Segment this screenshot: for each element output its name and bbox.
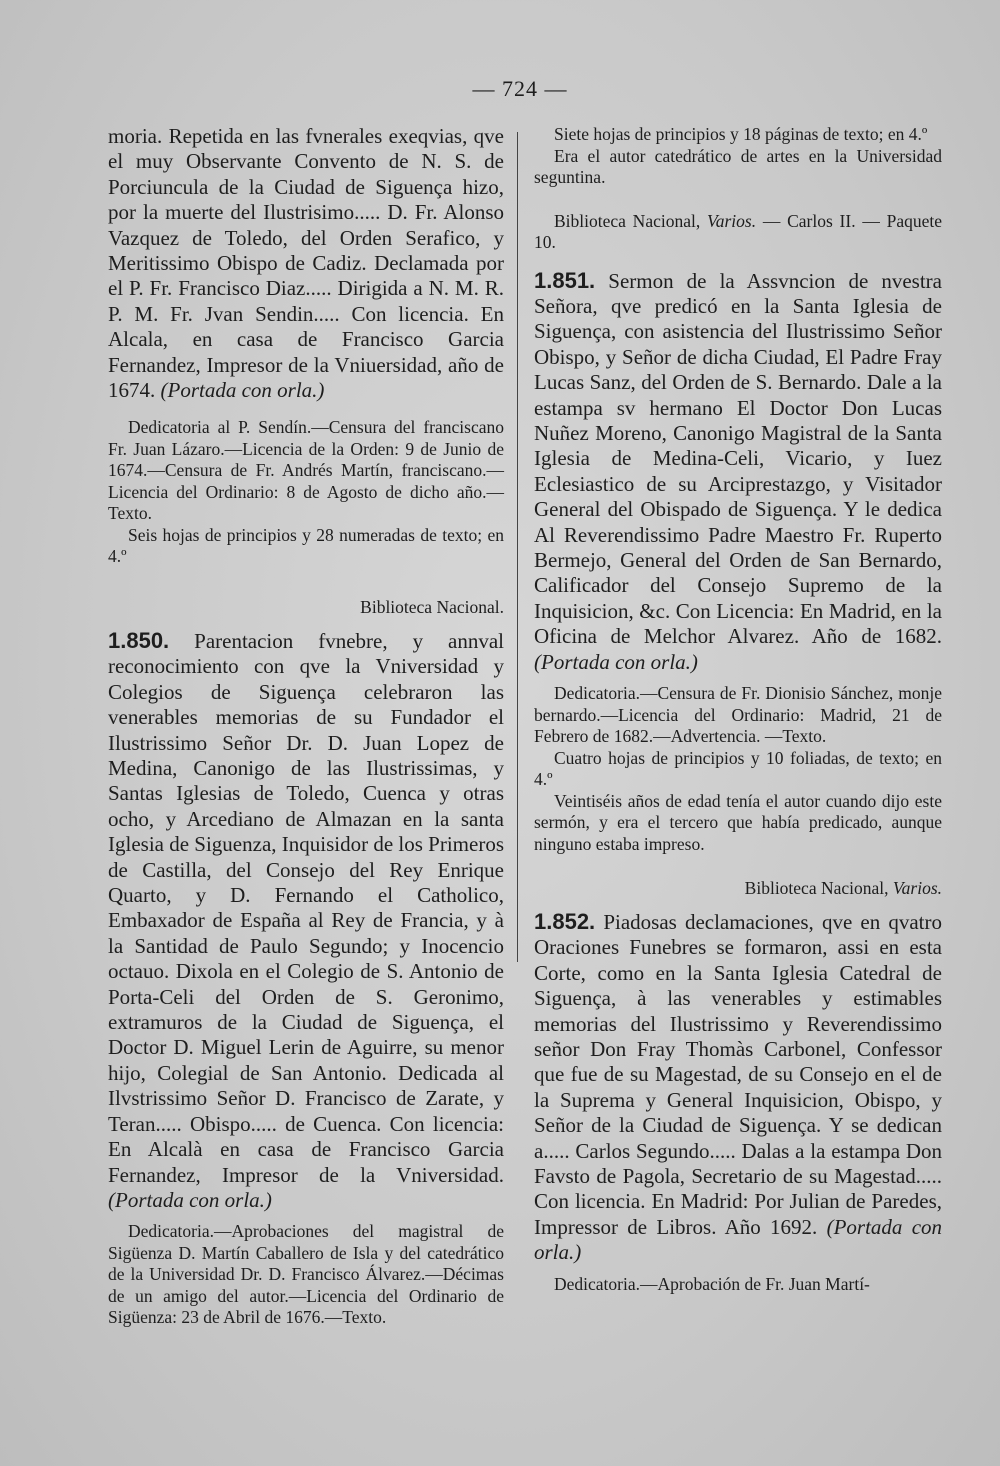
library-location: Biblioteca Nacional. xyxy=(360,596,504,617)
continued-entry-extent: Siete hojas de principios y 18 páginas de texto; en 4.º xyxy=(554,124,928,144)
continued-entry-text xyxy=(108,124,504,403)
entry-notes: Dedicatoria.—Aprobaciones del magistral de Sigüenza D. Martín Caballero de Isla y del catedrático de la Universidad Dr. D. Francisco Álvarez.—Décimas de un amigo del autor.—Licencia del Ordinario de Sigüenza: 23 de Abril de 1676.—Texto. xyxy=(108,1221,504,1328)
entry-comment: Veintiséis años de edad tenía el autor cuando dijo este sermón, y era el tercero que había predicado, aunque ninguno estaba impreso. xyxy=(534,790,942,854)
entry-notes: Dedicatoria.—Censura de Fr. Dionisio Sánchez, monje bernardo.—Licencia del Ordinario: Madrid, 21 de Febrero de 1682.—Advertencia. —Texto. xyxy=(534,683,942,746)
continued-entry-notes: Dedicatoria al P. Sendín.—Censura del franciscano Fr. Juan Lázaro.—Licencia de la Orden: 9 de Junio de 1674.—Censura de Fr. Andrés Martín, franciscano.—Licencia del Ordinario: 8 de Agosto de dicho año.—Texto. xyxy=(108,417,504,524)
entry-number: 1.850. xyxy=(108,627,170,653)
library-name: Biblioteca Nacional, xyxy=(744,878,889,898)
entry-extent: Cuatro hojas de principios y 10 foliadas, de texto; en 4.º xyxy=(534,747,942,789)
entry-number: 1.851. xyxy=(534,267,596,293)
page-number: — 724 — xyxy=(472,76,568,101)
portada-note: (Portada con orla.) xyxy=(534,649,698,674)
entry-text: Piadosas declamaciones, qve en qvatro Oraciones Funebres se formaron, assi en esta Corte, como en la Santa Iglesia Catedral de Siguença, à las venerables y estimables memorias del Ilustrissimo y Reverendissimo señor Don Fray Thomàs Carbonel, Confessor que fue de su Magestad, de su Consejo en el de la Suprema y General Inquisicion, Obispo, y Señor de la Ciudad de Siguença. Y se dedican a..... Carlos Segundo..... Dalas a la estampa Don Favsto de Pagola, Secretario de su Magestad..... Con licencia. En Madrid: Por Julian de Paredes, Impressor de Libros. Año 1692. xyxy=(534,910,943,1239)
entry-number: 1.852. xyxy=(534,909,596,934)
library-collection: Varios. xyxy=(706,210,757,231)
library-location xyxy=(534,877,942,899)
library-shelf: — Carlos II. — Paquete 10. xyxy=(534,210,943,252)
entry-1851 xyxy=(534,268,942,676)
library-location xyxy=(534,211,942,254)
library-name: Biblioteca Nacional, xyxy=(554,210,701,231)
portada-note: (Portada con orla.) xyxy=(108,1187,272,1212)
continued-entry-extent: Seis hojas de principios y 28 numeradas de texto; en 4.º xyxy=(108,524,504,567)
left-column xyxy=(108,124,504,1329)
entry-text: Parentacion fvnebre, y annval reconocimiento con qve la Vniversidad y Colegios de Siguença celebraron las venerables memorias de su Fundador el Ilustrissimo Señor Dr. D. Juan Lopez de Medina, Canonigo de las Ilustrissimas, y Santas Iglesias de Toledo, Cuenca y otras ocho, y Arcediano de Almazan en la santa Iglesia de Siguenza, Inquisidor de los Primeros de Castilla, del Consejo del Rey Enrique Quarto, y D. Fernando el Catholico, Embaxador de España al Rey de Francia, y à la Santidad de Paulo Segundo; y Inocencio octauo. Dixola en el Colegio de S. Antonio de Porta-Celi del Orden de S. Geronimo, extramuros de la Ciudad de Siguença, el Doctor D. Miguel Lerin de Aguirre, su menor hijo, Colegial de San Antonio. Dedicada al Ilvstrissimo Señor D. Francisco de Zarate, y Teran..... Obispo..... de Cuenca. Con licencia: En Alcalà en casa de Francisco Garcia Fernandez, Impresor de la Vniversidad. xyxy=(108,628,505,1187)
continued-entry-note: Era el autor catedrático de artes en la Universidad seguntina. xyxy=(534,145,942,187)
right-column xyxy=(534,124,942,1295)
entry-text: Sermon de la Assvncion de nvestra Señora, qve predicó en la Santa Iglesia de Siguença, con asistencia del Ilustrissimo Señor Obispo, y Señor de dicha Ciudad, El Padre Fray Lucas Sanz, del Orden de S. Bernardo. Dale a la estampa sv hermano El Doctor Don Lucas Nuñez Moreno, Canonigo Magistral de la Santa Iglesia de Medina-Celi, Vicario, y Iuez Eclesiastico de su Arciprestazgo, y Visitador General del Obispado de Siguença. Y le dedica Al Reverendissimo Padre Maestro Fr. Ruperto Bermejo, General del Orden de San Bernardo, Calificador del Consejo Supremo de la Inquisicion, &c. Con Licencia: En Madrid, en la Oficina de Melchor Alvarez. Año de 1682. xyxy=(534,268,942,649)
continued-entry-body: moria. Repetida en las fvnerales exeqvias, qve el muy Observante Convento de N. S. de Porciuncula de la Ciudad de Siguença hizo, por la muerte del Ilustrisimo..... D. Fr. Alonso Vazquez de Toledo, del Orden Serafico, y Meritissimo Obispo de Cadiz. Declamada por el P. Fr. Francisco Diaz..... Dirigida a N. M. R. P. M. Fr. Jvan Sendin..... Con licencia. En Alcala, en casa de Francisco Garcia Fernandez, Impresor de la Vniuersidad, año de 1674. xyxy=(108,124,504,403)
column-divider xyxy=(517,132,518,962)
library-collection: Varios. xyxy=(892,878,942,898)
entry-1850 xyxy=(108,628,504,1213)
entry-notes: Dedicatoria.—Aprobación de Fr. Juan Martí- xyxy=(554,1273,870,1294)
entry-1852 xyxy=(534,909,942,1266)
portada-note: (Portada con orla.) xyxy=(534,1214,943,1265)
portada-note: (Portada con orla.) xyxy=(160,378,325,403)
